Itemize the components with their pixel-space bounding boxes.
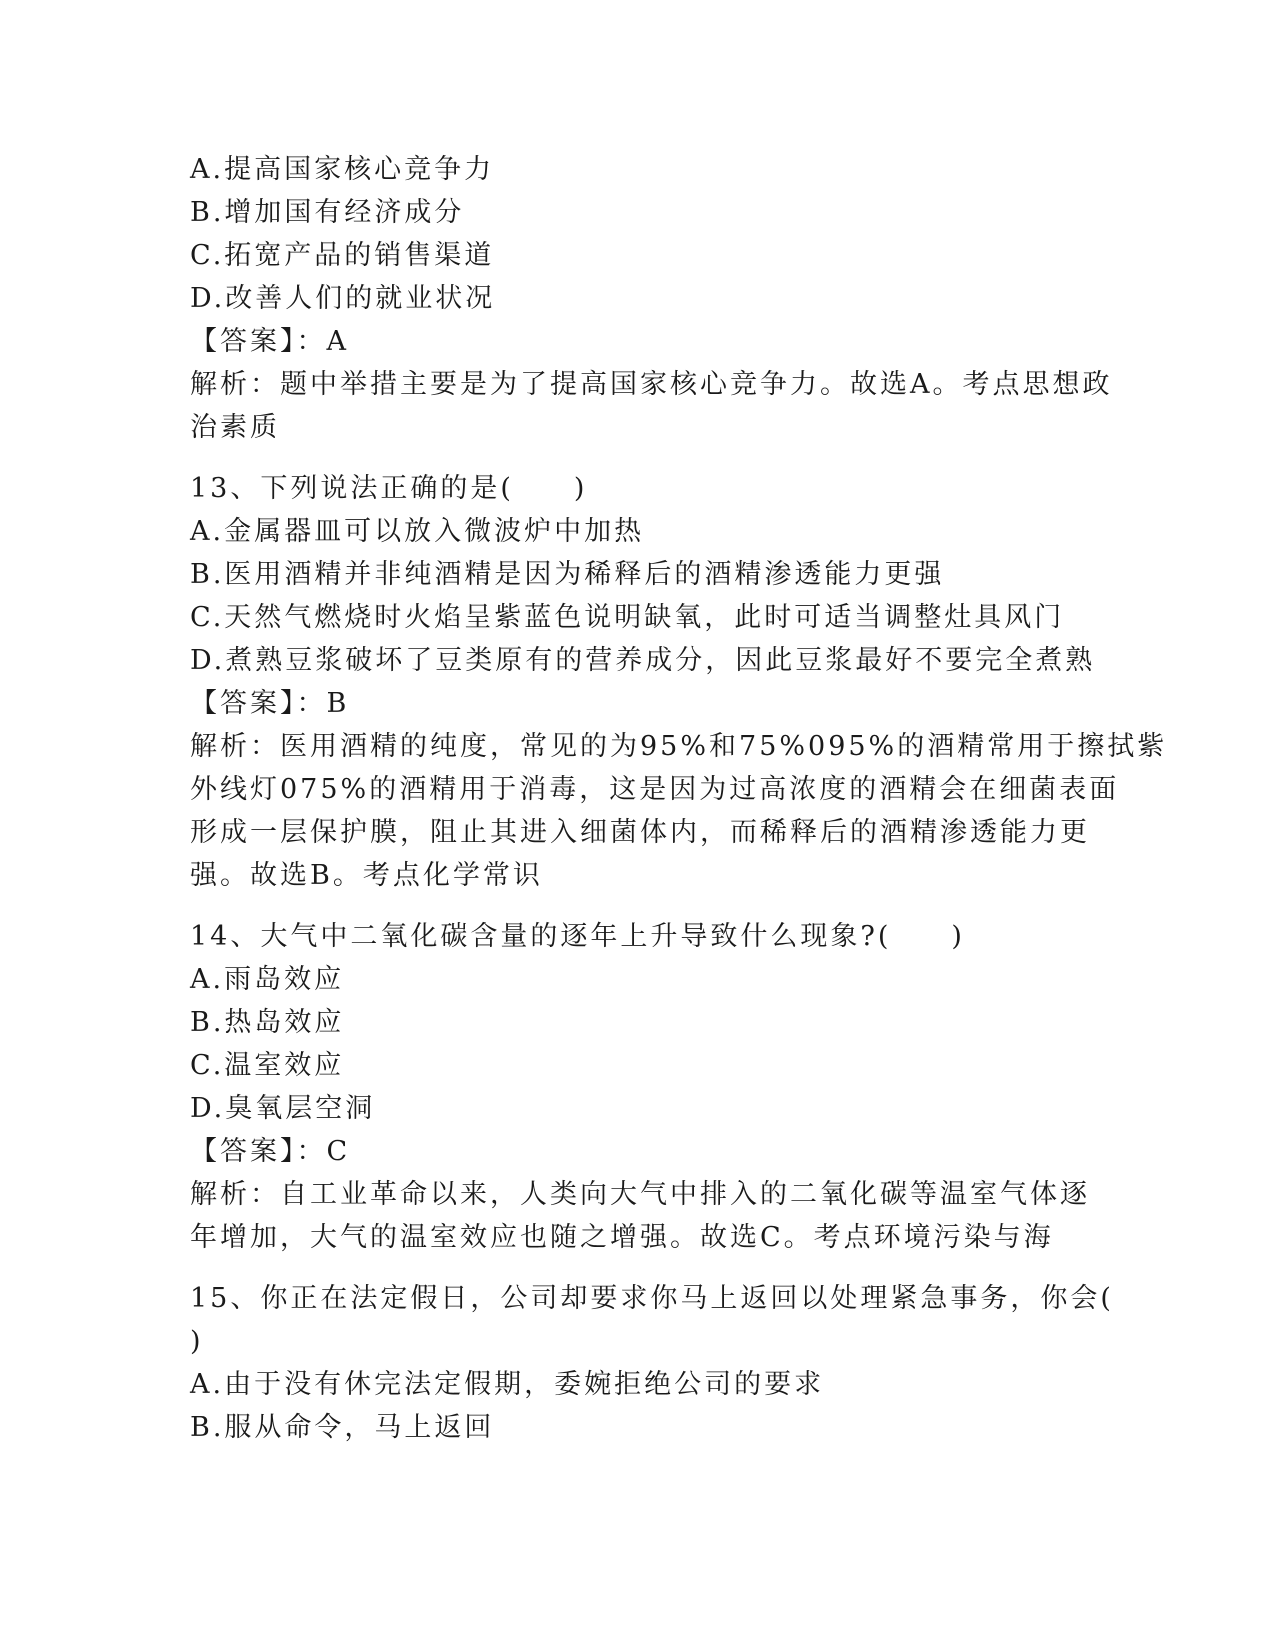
analysis-line: 年增加，大气的温室效应也随之增强。故选C。考点环境污染与海	[190, 1222, 1054, 1253]
answer-line: 【答案】：B	[190, 688, 350, 719]
option-a: A.提高国家核心竞争力	[190, 154, 495, 185]
option-d: D.改善人们的就业状况	[190, 283, 496, 314]
question-14-block	[190, 915, 1090, 1259]
answer-line: 【答案】：A	[190, 326, 349, 357]
question-stem: 13、下列说法正确的是( )	[190, 473, 588, 504]
question-stem: 14、大气中二氧化碳含量的逐年上升导致什么现象?( )	[190, 921, 965, 952]
answer-line: 【答案】：C	[190, 1136, 351, 1167]
option-b: B.服从命令，马上返回	[190, 1412, 495, 1443]
option-a: A.由于没有休完法定假期，委婉拒绝公司的要求	[190, 1369, 825, 1400]
analysis-line: 形成一层保护膜，阻止其进入细菌体内，而稀释后的酒精渗透能力更	[190, 817, 1090, 848]
option-d: D.煮熟豆浆破坏了豆类原有的营养成分，因此豆浆最好不要完全煮熟	[190, 645, 1096, 676]
option-c: C.拓宽产品的销售渠道	[190, 240, 495, 271]
analysis-line: 外线灯075%的酒精用于消毒，这是因为过高浓度的酒精会在细菌表面	[190, 774, 1120, 805]
question-12-block	[190, 148, 1113, 449]
analysis-line: 解析：自工业革命以来，人类向大气中排入的二氧化碳等温室气体逐	[190, 1179, 1090, 1210]
option-b: B.热岛效应	[190, 1007, 345, 1038]
question-stem-continued: )	[190, 1326, 204, 1357]
option-a: A.雨岛效应	[190, 964, 345, 995]
question-13-block	[190, 467, 1168, 897]
question-15-block	[190, 1277, 1114, 1449]
analysis-line: 强。故选B。考点化学常识	[190, 860, 543, 891]
question-stem: 15、你正在法定假日，公司却要求你马上返回以处理紧急事务，你会(	[190, 1283, 1114, 1314]
block-spacer	[190, 1259, 1090, 1277]
option-d: D.臭氧层空洞	[190, 1093, 376, 1124]
option-a: A.金属器皿可以放入微波炉中加热	[190, 516, 645, 547]
document-page	[190, 148, 1168, 1449]
option-b: B.增加国有经济成分	[190, 197, 465, 228]
option-c: C.天然气燃烧时火焰呈紫蓝色说明缺氧，此时可适当调整灶具风门	[190, 602, 1065, 633]
block-spacer	[190, 449, 1090, 467]
analysis-line: 解析：医用酒精的纯度，常见的为95%和75%095%的酒精常用于擦拭紫	[190, 731, 1168, 762]
analysis-line: 解析：题中举措主要是为了提高国家核心竞争力。故选A。考点思想政	[190, 369, 1113, 400]
option-c: C.温室效应	[190, 1050, 345, 1081]
block-spacer	[190, 897, 1090, 915]
option-b: B.医用酒精并非纯酒精是因为稀释后的酒精渗透能力更强	[190, 559, 945, 590]
analysis-line: 治素质	[190, 412, 280, 443]
